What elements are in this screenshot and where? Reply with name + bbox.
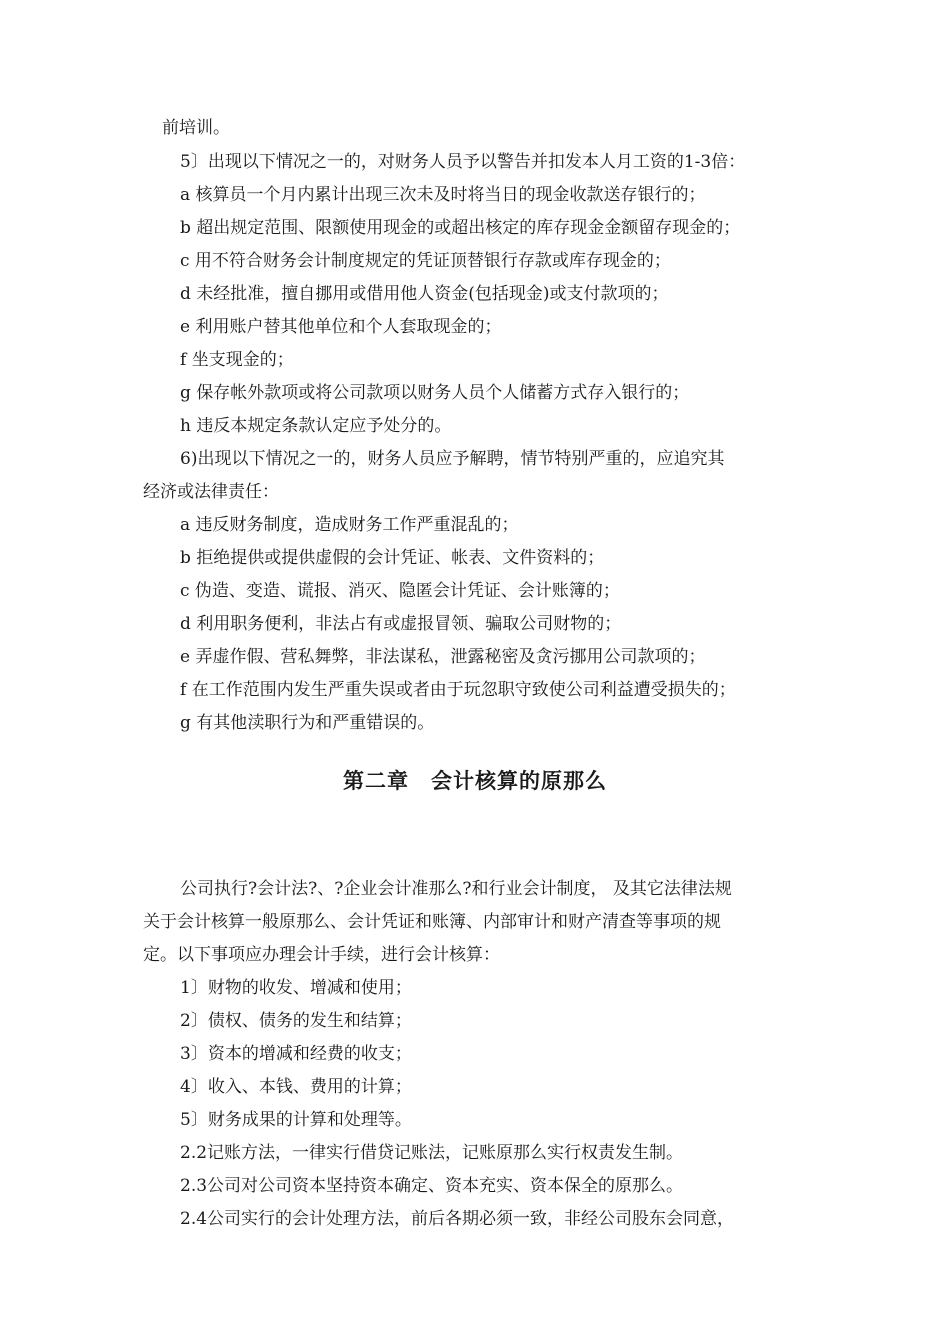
list-item-2: 2〕债权、债务的发生和结算； — [180, 1011, 412, 1031]
list-item-1: 1〕财物的收发、增减和使用； — [180, 978, 412, 998]
item5-sub-g: g 保存帐外款项或将公司款项以财务人员个人储蓄方式存入银行的； — [180, 383, 690, 403]
list-item-4: 4〕收入、本钱、费用的计算； — [180, 1077, 412, 1097]
item6-sub-c: c 伪造、变造、谎报、消灭、隐匿会计凭证、会计账簿的； — [180, 581, 620, 601]
item6-sub-f: f 在工作范围内发生严重失误或者由于玩忽职守致使公司利益遭受损失的； — [180, 680, 736, 700]
chapter-para-line3: 定。以下事项应办理会计手续，进行会计核算： — [143, 945, 500, 965]
item6-sub-a: a 违反财务制度，造成财务工作严重混乱的； — [180, 515, 519, 535]
list-item-5: 5〕财务成果的计算和处理等。 — [180, 1110, 412, 1130]
item5-sub-f: f 坐支现金的； — [180, 350, 294, 370]
item5-sub-c: c 用不符合财务会计制度规定的凭证顶替银行存款或库存现金的； — [180, 251, 671, 271]
chapter-title: 第二章 会计核算的原那么 — [343, 769, 607, 793]
item6-intro-line1: 6)出现以下情况之一的，财务人员应予解聘，情节特别严重的，应追究其 — [180, 449, 725, 469]
item6-sub-b: b 拒绝提供或提供虚假的会计凭证、帐表、文件资料的； — [180, 548, 605, 568]
item6-intro-line2: 经济或法律责任： — [143, 482, 279, 502]
list-item-3: 3〕资本的增减和经费的收支； — [180, 1044, 412, 1064]
clause-2-2: 2.2记账方法，一律实行借贷记账法，记账原那么实行权责发生制。 — [180, 1143, 684, 1163]
chapter-para-line2: 关于会计核算一般原那么、会计凭证和账簿、内部审计和财产清查等事项的规 — [143, 912, 721, 932]
item5-sub-b: b 超出规定范围、限额使用现金的或超出核定的库存现金金额留存现金的； — [180, 218, 741, 238]
item5-sub-d: d 未经批准，擅自挪用或借用他人资金(包括现金)或支付款项的； — [180, 284, 669, 304]
clause-2-4: 2.4公司实行的会计处理方法，前后各期必须一致，非经公司股东会同意， — [180, 1209, 735, 1229]
item6-sub-d: d 利用职务便利，非法占有或虚报冒领、骗取公司财物的； — [180, 614, 622, 634]
chapter-para-line1: 公司执行?会计法?、?企业会计准那么?和行业会计制度， 及其它法律法规 — [180, 879, 732, 899]
paragraph-continuation: 前培训。 — [162, 118, 230, 138]
item5-sub-a: a 核算员一个月内累计出现三次未及时将当日的现金收款送存银行的； — [180, 185, 706, 205]
item5-intro: 5〕出现以下情况之一的，对财务人员予以警告并扣发本人月工资的1-3倍： — [180, 152, 746, 172]
clause-2-3: 2.3公司对公司资本坚持资本确定、资本充实、资本保全的原那么。 — [180, 1176, 684, 1196]
item5-sub-e: e 利用账户替其他单位和个人套取现金的； — [180, 317, 502, 337]
item6-sub-e: e 弄虚作假、营私舞弊，非法谋私，泄露秘密及贪污挪用公司款项的； — [180, 647, 706, 667]
item6-sub-g: g 有其他渎职行为和严重错误的。 — [180, 713, 435, 733]
item5-sub-h: h 违反本规定条款认定应予处分的。 — [180, 416, 452, 436]
